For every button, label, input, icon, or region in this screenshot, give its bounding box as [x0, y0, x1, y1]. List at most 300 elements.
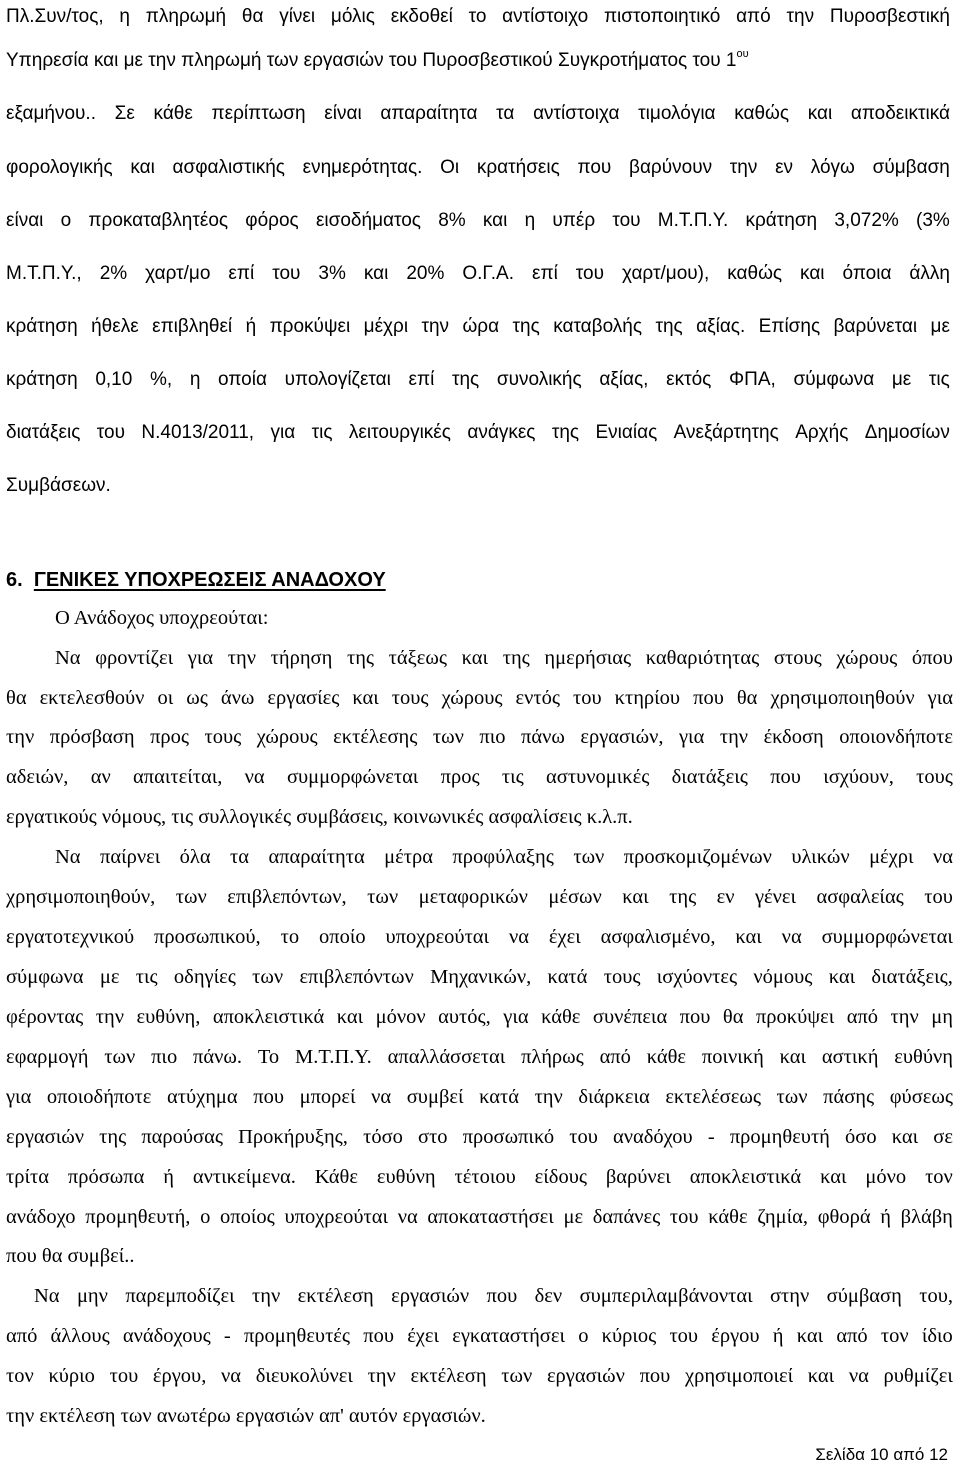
body-text-line [6, 767, 953, 788]
section-heading [6, 570, 386, 590]
word: Ο.Γ.Α. [462, 263, 515, 284]
body-text-line [6, 1047, 953, 1068]
word: για [679, 726, 705, 748]
word: εκδοθεί [390, 6, 453, 27]
word: ασφαλείας [816, 886, 904, 908]
word: των [175, 886, 207, 908]
word: με [99, 966, 120, 988]
word: τάξεως [388, 647, 448, 669]
word: ανάγκες [467, 422, 536, 443]
word: εργασιών, [580, 726, 664, 748]
word: %, [149, 369, 173, 390]
superscript-ordinal: ου [736, 48, 749, 60]
word: και [482, 210, 508, 231]
word: Αρχής [795, 422, 849, 443]
word: πάνω [521, 726, 565, 748]
word: ως [186, 687, 208, 709]
word: να [244, 766, 265, 788]
word: εντός [515, 687, 560, 709]
word: την [729, 157, 758, 178]
word: απαιτείται, [133, 766, 223, 788]
word: τόσο [363, 1126, 403, 1148]
word: Προκήρυξης, [238, 1126, 348, 1148]
word: είδους [534, 1166, 587, 1188]
body-text-line: Υπηρεσία και με την πληρωμή των εργασιών του Πυροσβεστικού Συγκροτήματος του $1^{o\upsilon}$ [6, 48, 749, 71]
word: των [573, 846, 605, 868]
word: συνέπεια [592, 1006, 668, 1028]
word: δεν [534, 1285, 563, 1307]
word: με [930, 316, 950, 337]
word: συμμορφώνεται [286, 766, 419, 788]
word: την [890, 1006, 919, 1028]
word: 0,10 [95, 369, 133, 390]
word: αποκαταστήσει [427, 1206, 554, 1228]
word: ήθελε [91, 316, 139, 337]
word: μέτρα [384, 846, 433, 868]
word: συμμορφώνεται [821, 926, 953, 948]
word: κράτηση [6, 316, 78, 337]
word: μεταφορικών [418, 886, 528, 908]
word: προκύψει [755, 1006, 835, 1028]
word: βλάβη [900, 1206, 953, 1228]
word: εν [716, 886, 735, 908]
word: αναδόχου [613, 1126, 693, 1148]
word: συνολικής [496, 369, 582, 390]
word: ημερήσιας [544, 647, 632, 669]
word: εκτέλεσης [333, 726, 418, 748]
word: που [693, 687, 724, 709]
word: των [104, 1046, 136, 1068]
word: ή [772, 1325, 784, 1347]
word: ανάδοχο [6, 1206, 76, 1228]
word: βαρύνει [605, 1166, 671, 1188]
word: την [252, 1285, 281, 1307]
word: Το [257, 1046, 280, 1068]
word: πιο [151, 1046, 178, 1068]
word: επί [228, 263, 255, 284]
word: τους [391, 687, 429, 709]
word: κράτηση [6, 369, 78, 390]
word: του [109, 1365, 139, 1387]
word: έργου, [152, 1365, 207, 1387]
word: τις [928, 369, 950, 390]
word: Δημοσίων [864, 422, 950, 443]
word: αντικείμενα. [192, 1166, 296, 1188]
word: από [846, 1006, 879, 1028]
word: προφύλαξης [452, 846, 554, 868]
body-text-line [6, 688, 953, 709]
word: μόνο [865, 1166, 907, 1188]
word: Μηχανικών, [430, 966, 532, 988]
word: φθορά [817, 1206, 871, 1228]
body-text-line [6, 927, 953, 948]
word: τις [311, 422, 333, 443]
word: το [280, 926, 300, 948]
word: Ανεξάρτητης [673, 422, 779, 443]
word: συμβεί [406, 1086, 464, 1108]
word: όσο [845, 1126, 877, 1148]
word: φορολογικής [6, 157, 113, 178]
word: η [189, 369, 201, 390]
body-text-line [6, 727, 953, 748]
word: για [503, 1006, 529, 1028]
word: στην [770, 1285, 810, 1307]
word: της [512, 316, 540, 337]
word: μη [931, 1006, 953, 1028]
word: που [486, 1285, 518, 1307]
word: όποια [842, 263, 892, 284]
word: οποία [218, 369, 267, 390]
word: και [363, 263, 389, 284]
word: εγκαταστήσει [452, 1325, 565, 1347]
word: να [221, 1365, 242, 1387]
word: να [371, 1086, 392, 1108]
word: των [776, 1086, 808, 1108]
word: κύριο [48, 1365, 95, 1387]
word: και [820, 1166, 847, 1188]
word: έργου [711, 1325, 760, 1347]
word: στο [418, 1126, 448, 1148]
word: Μ.Τ.Π.Υ., [6, 263, 82, 284]
body-text-line [6, 1087, 953, 1108]
word: ζημία, [757, 1206, 809, 1228]
word: 3% [318, 263, 346, 284]
word: ισχύουν, [823, 766, 894, 788]
word: διευκολύνει [255, 1365, 353, 1387]
word: τρίτα [6, 1166, 49, 1188]
body-text-line [34, 1286, 953, 1307]
word: επί [532, 263, 558, 284]
word: Να [55, 846, 81, 868]
word: προμηθευτές [243, 1325, 351, 1347]
section-number: 6. [6, 569, 23, 591]
word: τον [880, 1325, 909, 1347]
word: αποδεικτικά [850, 103, 950, 124]
word: εν [775, 157, 794, 178]
word: ρυθμίζει [883, 1365, 953, 1387]
word: χαρτ/μου), [621, 263, 710, 284]
word: και [352, 687, 379, 709]
word: ή [163, 1166, 174, 1188]
word: στους [773, 647, 822, 669]
word: μέχρι [363, 316, 409, 337]
word: ή [880, 1206, 891, 1228]
word: αποκλειστικά [212, 1006, 325, 1028]
body-text-line [6, 104, 950, 123]
word: από [836, 1325, 868, 1347]
word: τους [204, 726, 242, 748]
word: της [502, 647, 530, 669]
word: εκτελέσεως [665, 1086, 761, 1108]
word: που [253, 1086, 284, 1108]
word: πιο [479, 726, 506, 748]
word: θα [6, 687, 27, 709]
word: χαρτ/μο [145, 263, 211, 284]
word: και [461, 647, 489, 669]
word: των [367, 886, 399, 908]
word: επιβλεπόντων, [227, 886, 347, 908]
word: πάνω. [193, 1046, 242, 1068]
word: εφαρμογή [6, 1046, 89, 1068]
word: προσκομιζομένων [623, 846, 772, 868]
word: από [6, 1325, 38, 1347]
word: κάθε [646, 1046, 687, 1068]
word: αστική [821, 1046, 879, 1068]
word: χώρους [441, 687, 503, 709]
word: Ν.4013/2011, [141, 422, 255, 443]
word: γένει [755, 886, 797, 908]
word: Να [34, 1285, 60, 1307]
word: αντίστοιχα [533, 103, 620, 124]
word: διατάξεις, [871, 966, 953, 988]
word: της [99, 1126, 127, 1148]
word: πρόσωπα [67, 1166, 145, 1188]
word: Πυροσβεστική [829, 6, 950, 27]
word: των [501, 1365, 533, 1387]
word: υλικών [791, 846, 850, 868]
word: θα [722, 1006, 744, 1028]
body-text-line [55, 847, 953, 868]
body-text-line: που θα συμβεί.. [6, 1245, 135, 1267]
word: εργατοτεχνικού [6, 926, 135, 948]
word: ασφαλισμένο, [600, 926, 716, 948]
word: εισοδήματος [315, 210, 421, 231]
word: ο [200, 1206, 211, 1228]
word: χώρους [836, 647, 898, 669]
word: τιμολόγια [638, 103, 716, 124]
word: 2% [99, 263, 128, 284]
word: υπέρ [552, 210, 596, 231]
word: υποχρεούται [284, 1206, 389, 1228]
word: από [599, 1046, 631, 1068]
word: - [223, 1325, 231, 1347]
word: αξίας, [599, 369, 649, 390]
body-text-line [6, 370, 950, 389]
word: του [669, 1206, 699, 1228]
word: προκαταβλητέος [88, 210, 229, 231]
word: επί [408, 369, 435, 390]
word: κτηρίου [614, 687, 681, 709]
word: εργασιών [546, 1365, 625, 1387]
word: 8% [438, 210, 466, 231]
body-text-line: εργατικούς νόμους, τις συλλογικές συμβάσεις, κοινωνικές ασφαλίσεις κ.λ.π. [6, 806, 633, 828]
word: την [534, 1086, 563, 1108]
word: επιβλεπόντων [299, 966, 414, 988]
word: προμηθευτή [729, 1126, 830, 1148]
word: τήρηση [270, 647, 333, 669]
word: αυτός, [438, 1006, 491, 1028]
word: αστυνομικές [546, 766, 650, 788]
word: περίπτωση [211, 103, 306, 124]
word: οδηγίες [173, 966, 236, 988]
word: κάθε [708, 1206, 748, 1228]
word: φροντίζει [95, 647, 174, 669]
word: και [779, 1046, 807, 1068]
body-text-line [6, 1326, 953, 1347]
page-number: Σελίδα 10 από 12 [815, 1445, 948, 1464]
word: καταβολής [553, 316, 643, 337]
word: απαλλάσσεται [387, 1046, 506, 1068]
word: έχει [407, 1325, 440, 1347]
word: και [828, 966, 856, 988]
word: που [679, 1006, 711, 1028]
word: εκτέλεση [297, 1285, 374, 1307]
word: να [781, 926, 802, 948]
body-text-line [6, 1127, 953, 1148]
word: Κάθε [314, 1166, 358, 1188]
word: να [508, 926, 529, 948]
word: τον [6, 1365, 34, 1387]
word: δαπάνες [592, 1206, 661, 1228]
word: καθώς [727, 263, 783, 284]
word: εκτός [666, 369, 712, 390]
body-text-line [6, 211, 950, 230]
body-text-line [6, 158, 950, 177]
word: υποχρεούται [385, 926, 490, 948]
word: αν [90, 766, 111, 788]
word: να [848, 1365, 869, 1387]
word: θα [736, 687, 758, 709]
word: κατά [479, 1086, 519, 1108]
word: φέροντας [6, 1006, 84, 1028]
word: τα [230, 846, 250, 868]
body-text-line [6, 967, 953, 988]
body-text-line: Συμβάσεων. [6, 475, 111, 496]
word: φύσεως [889, 1086, 953, 1108]
body-text-line [6, 887, 953, 908]
word: πάσης [823, 1086, 875, 1108]
body-text-line [6, 1366, 953, 1387]
word: με [563, 1206, 584, 1228]
word: διατάξεις [671, 766, 748, 788]
word: την [421, 316, 450, 337]
word: για [270, 422, 296, 443]
section-intro: Ο Ανάδοχος υποχρεούται: [55, 607, 269, 629]
word: κατά [547, 966, 588, 988]
word: Να [55, 647, 81, 669]
word: τα [496, 103, 515, 124]
word: και [891, 1126, 919, 1148]
word: ή [245, 316, 257, 337]
word: κάθε [153, 103, 193, 124]
word: που [577, 157, 612, 178]
word: ποινική [701, 1046, 764, 1068]
word: όπου [911, 647, 953, 669]
word: μόλις [330, 6, 375, 27]
word: πλήρως [521, 1046, 584, 1068]
body-text-line [6, 423, 950, 442]
word: σύμφωνα [793, 369, 875, 390]
word: υπολογίζεται [284, 369, 391, 390]
word: καθαριότητας [645, 647, 760, 669]
word: χώρους [256, 726, 318, 748]
body-text-line [6, 317, 950, 336]
word: του [669, 1325, 699, 1347]
word: Πλ.Συν/τος, [6, 6, 104, 27]
body-text-line [6, 7, 950, 26]
word: εργασιών [391, 1285, 470, 1307]
word: μέχρι [869, 846, 914, 868]
word: Μ.Τ.Π.Υ. [657, 210, 729, 231]
word: οποιοδήποτε [46, 1086, 152, 1108]
word: ο [60, 210, 72, 231]
word: απαραίτητα [268, 846, 365, 868]
word: ανάδοχους [122, 1325, 211, 1347]
word: χρησιμοποιεί [685, 1365, 794, 1387]
word: Οι [440, 157, 460, 178]
word: για [6, 1086, 32, 1108]
word: είναι [324, 103, 362, 124]
word: αντίστοιχο [502, 6, 589, 27]
body-text-line [6, 1207, 953, 1228]
word: κάθε [541, 1006, 581, 1028]
word: για [927, 687, 953, 709]
word: παρούσας [141, 1126, 223, 1148]
word: του [572, 687, 602, 709]
body-text-line [6, 1167, 953, 1188]
word: εκτελεσθούν [39, 687, 145, 709]
word: προμηθευτή, [85, 1206, 191, 1228]
word: από [736, 6, 771, 27]
word: κρατήσεις [476, 157, 560, 178]
word: θα [241, 6, 264, 27]
word: βαρύνεται [833, 316, 918, 337]
word: των [432, 726, 464, 748]
word: Επίσης [758, 316, 821, 337]
word: 3,072% [834, 210, 899, 231]
word: των [252, 966, 284, 988]
word: νόμους [753, 966, 813, 988]
word: μην [76, 1285, 108, 1307]
word: προς [440, 766, 480, 788]
word: φόρος [245, 210, 299, 231]
word: μπορεί [299, 1086, 356, 1108]
word: συμπεριλαμβάνονται [579, 1285, 753, 1307]
word: παίρνει [99, 846, 161, 868]
word: τις [501, 766, 524, 788]
body-text-line [55, 648, 953, 669]
word: κύριος [601, 1325, 657, 1347]
word: οποίος [220, 1206, 275, 1228]
word: να [932, 846, 953, 868]
word: προσωπικό [462, 1126, 555, 1148]
word: οποιονδήποτε [839, 726, 953, 748]
word: την [786, 6, 815, 27]
word: Σε [114, 103, 135, 124]
word: με [891, 369, 912, 390]
word: που [770, 766, 801, 788]
word: και [807, 103, 833, 124]
word: του [569, 1126, 598, 1148]
word: 20% [406, 263, 445, 284]
word: ασφαλιστικής [172, 157, 285, 178]
word: διάρκεια [578, 1086, 650, 1108]
word: εξαμήνου.. [6, 103, 96, 124]
word: ευθύνη, [136, 1006, 201, 1028]
word: γίνει [279, 6, 316, 27]
word: και [796, 1325, 824, 1347]
body-text-line [6, 1007, 953, 1028]
word: της [346, 647, 375, 669]
word: σε [933, 1126, 953, 1148]
word: τον [925, 1166, 953, 1188]
word: άνω [220, 687, 255, 709]
word: και [130, 157, 155, 178]
word: αδειών, [6, 766, 69, 788]
word: προκύψει [269, 316, 351, 337]
word: οποίο [318, 926, 366, 948]
word: και [336, 1006, 364, 1028]
